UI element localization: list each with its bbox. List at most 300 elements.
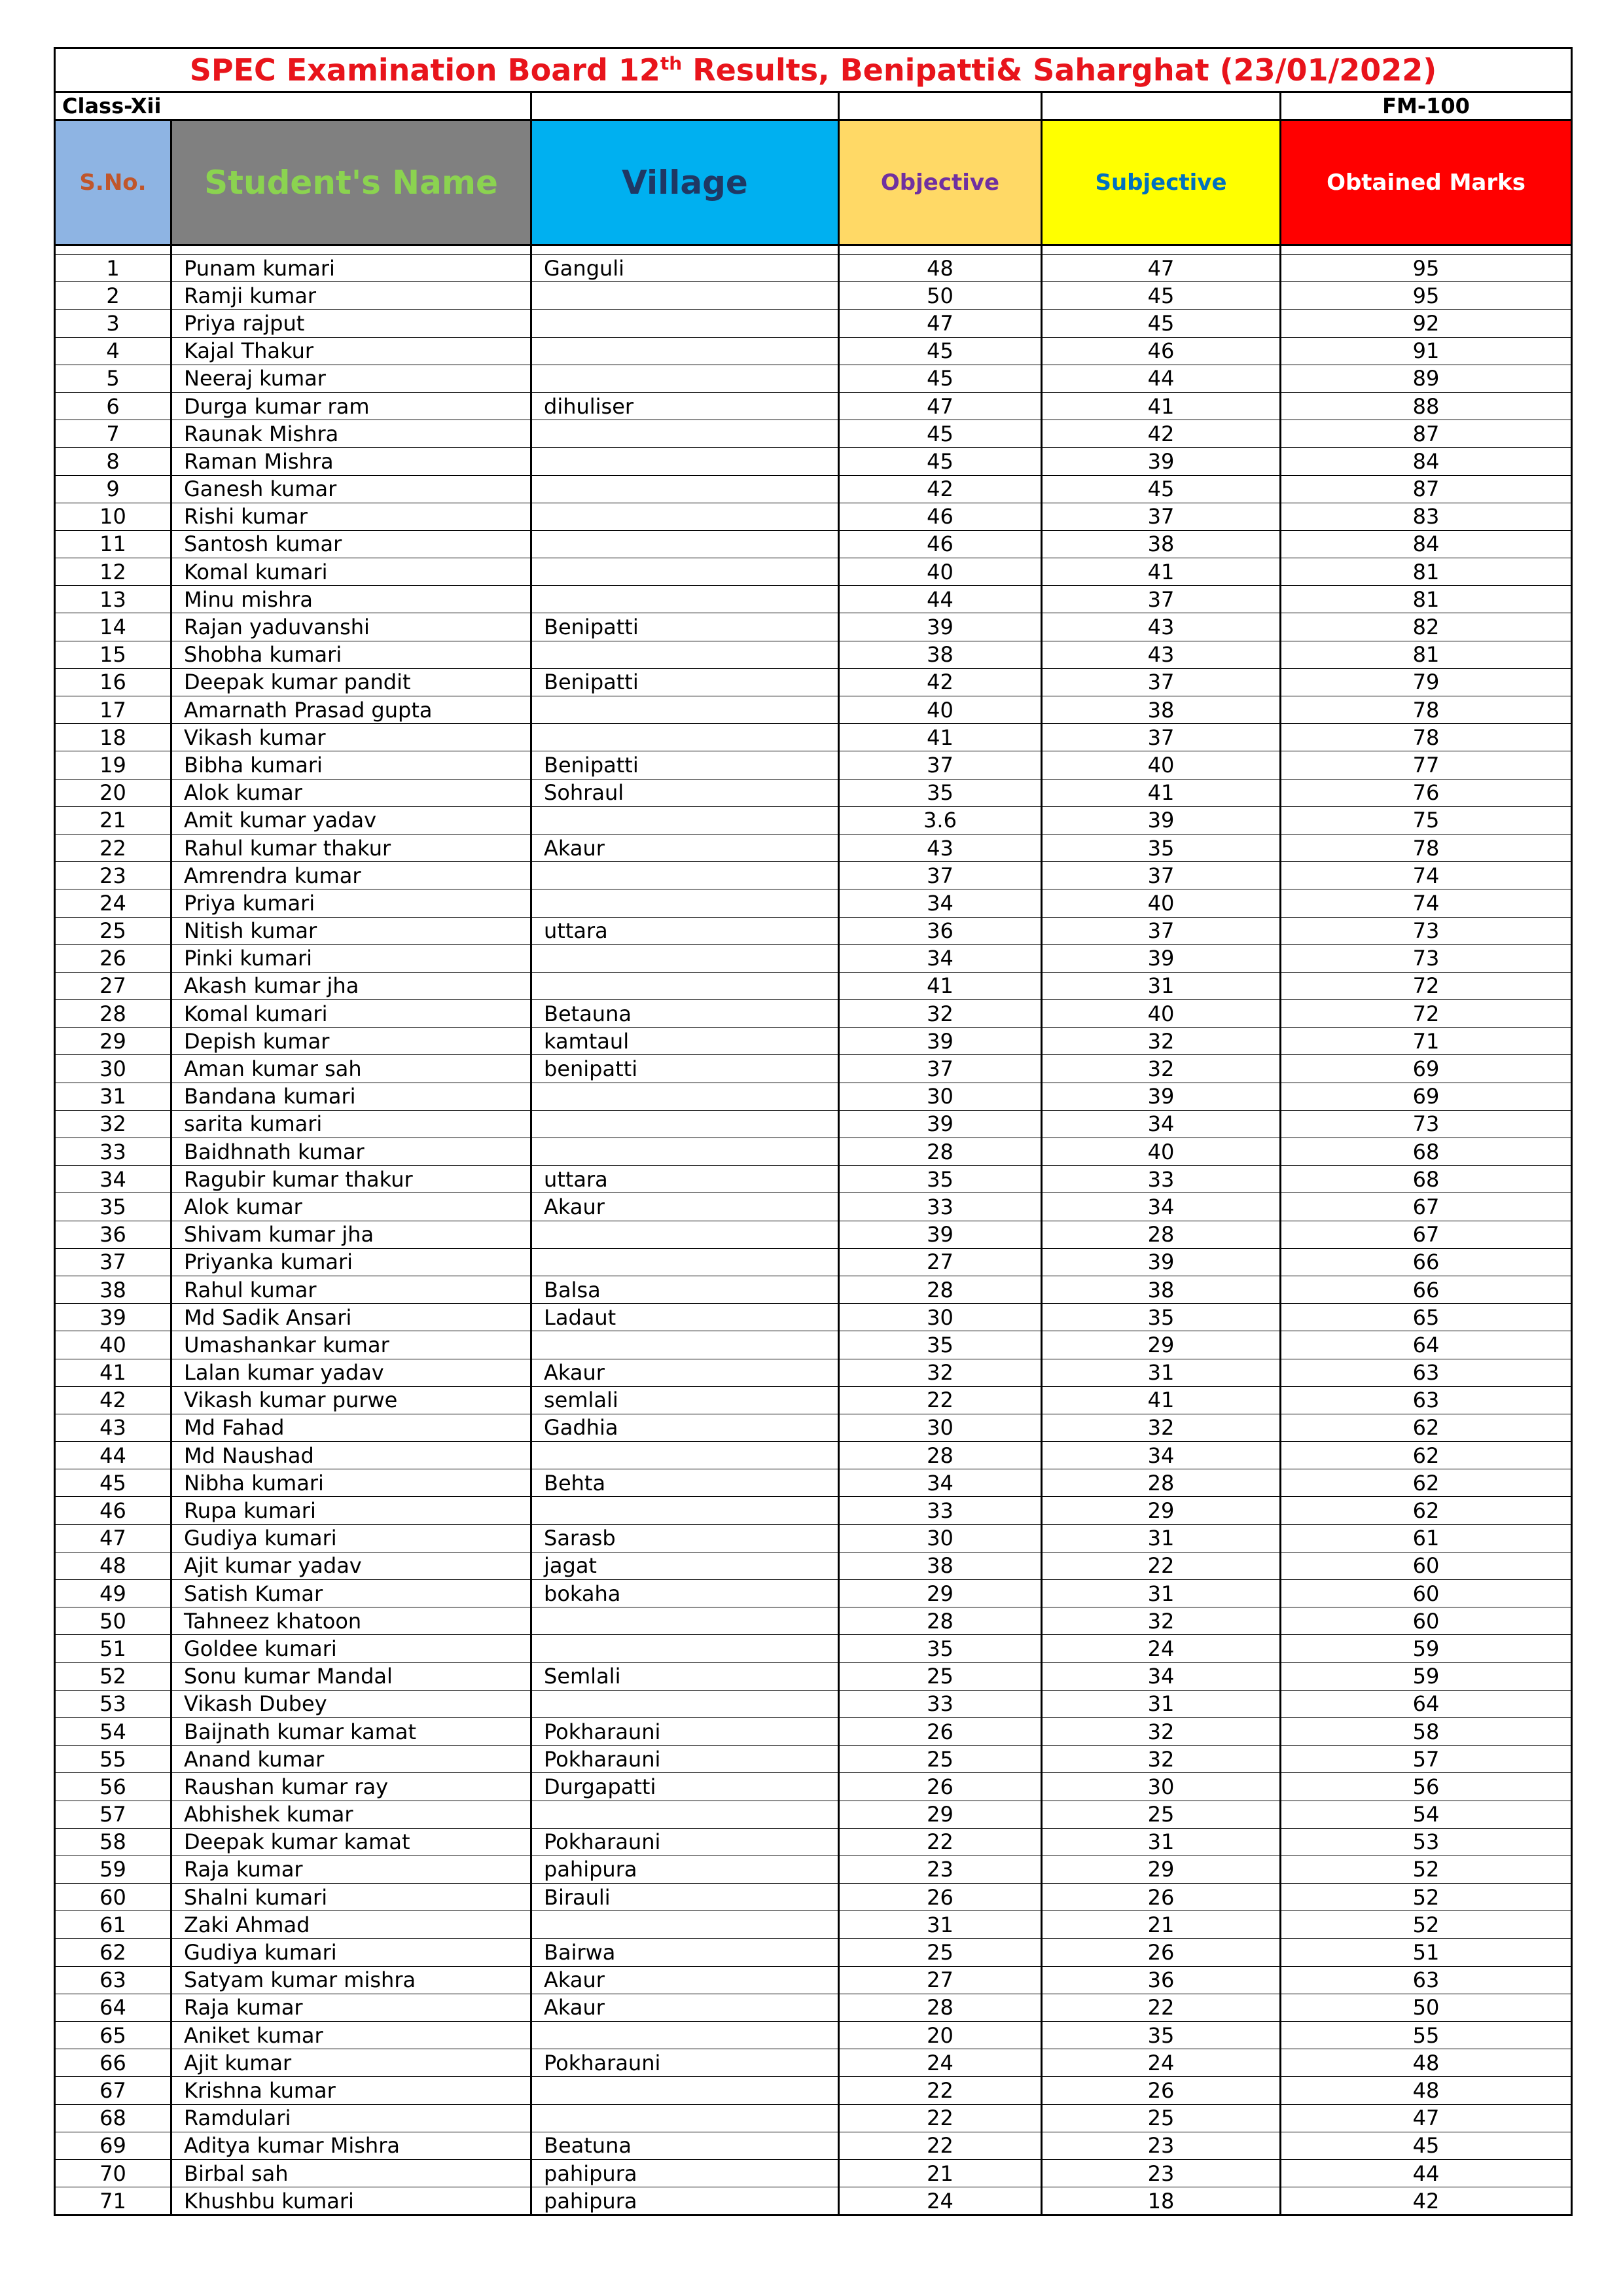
header-objective: Objective: [839, 120, 1042, 245]
student-name-cell: Krishna kumar: [171, 2077, 531, 2104]
sno-cell: 51: [55, 1635, 171, 1662]
spacer-cell: [171, 245, 531, 255]
objective-cell: 45: [839, 448, 1042, 475]
subjective-cell: 28: [1042, 1221, 1281, 1248]
subjective-cell: 39: [1042, 1083, 1281, 1110]
objective-cell: 44: [839, 586, 1042, 613]
student-name-cell: Bandana kumari: [171, 1083, 531, 1110]
table-row: [55, 1138, 1572, 1166]
obtained-marks-cell: 64: [1281, 1331, 1572, 1359]
obtained-marks-cell: 66: [1281, 1248, 1572, 1276]
obtained-marks-cell: 68: [1281, 1166, 1572, 1193]
subjective-cell: 22: [1042, 1552, 1281, 1579]
village-cell: Bairwa: [531, 1939, 839, 1966]
meta-blank-cell: [531, 92, 839, 120]
sno-cell: 54: [55, 1717, 171, 1745]
table-row: [55, 862, 1572, 889]
table-row: [55, 2022, 1572, 2049]
student-name-cell: Vikash Dubey: [171, 1690, 531, 1717]
sno-cell: 63: [55, 1966, 171, 1994]
subjective-cell: 39: [1042, 806, 1281, 834]
table-row: [55, 751, 1572, 779]
subjective-cell: 40: [1042, 751, 1281, 779]
subjective-cell: 37: [1042, 862, 1281, 889]
obtained-marks-cell: 74: [1281, 862, 1572, 889]
subjective-cell: 23: [1042, 2132, 1281, 2159]
sno-cell: 62: [55, 1939, 171, 1966]
sno-cell: 45: [55, 1469, 171, 1497]
sno-cell: 8: [55, 448, 171, 475]
village-cell: Pokharauni: [531, 1828, 839, 1856]
table-row: [55, 806, 1572, 834]
obtained-marks-cell: 48: [1281, 2049, 1572, 2077]
obtained-marks-cell: 62: [1281, 1414, 1572, 1441]
title-prefix: SPEC Examination Board 12: [189, 52, 660, 88]
subjective-cell: 34: [1042, 1110, 1281, 1138]
village-cell: [531, 1635, 839, 1662]
village-cell: [531, 1497, 839, 1524]
village-cell: [531, 2022, 839, 2049]
table-row: [55, 448, 1572, 475]
objective-cell: 35: [839, 1635, 1042, 1662]
objective-cell: 45: [839, 420, 1042, 448]
objective-cell: 21: [839, 2159, 1042, 2187]
student-name-cell: Santosh kumar: [171, 530, 531, 558]
student-name-cell: Tahneez khatoon: [171, 1607, 531, 1635]
obtained-marks-cell: 84: [1281, 530, 1572, 558]
student-name-cell: Durga kumar ram: [171, 392, 531, 420]
table-row: [55, 420, 1572, 448]
subjective-cell: 28: [1042, 1469, 1281, 1497]
subjective-cell: 32: [1042, 1717, 1281, 1745]
results-table: [54, 47, 1573, 2216]
table-row: [55, 613, 1572, 641]
header-obtained-marks: Obtained Marks: [1281, 120, 1572, 245]
obtained-marks-cell: 65: [1281, 1304, 1572, 1331]
village-cell: [531, 1690, 839, 1717]
sno-cell: 2: [55, 282, 171, 310]
village-cell: [531, 944, 839, 972]
objective-cell: 32: [839, 1000, 1042, 1028]
subjective-cell: 37: [1042, 724, 1281, 751]
obtained-marks-cell: 78: [1281, 834, 1572, 861]
table-row: [55, 1662, 1572, 1690]
subjective-cell: 22: [1042, 1994, 1281, 2021]
subjective-cell: 31: [1042, 1524, 1281, 1552]
subjective-cell: 29: [1042, 1331, 1281, 1359]
sno-cell: 13: [55, 586, 171, 613]
student-name-cell: Umashankar kumar: [171, 1331, 531, 1359]
subjective-cell: 26: [1042, 2077, 1281, 2104]
sno-cell: 1: [55, 255, 171, 282]
student-name-cell: Rahul kumar: [171, 1276, 531, 1303]
sno-cell: 41: [55, 1359, 171, 1386]
student-name-cell: Raunak Mishra: [171, 420, 531, 448]
subjective-cell: 25: [1042, 1801, 1281, 1828]
table-row: [55, 475, 1572, 503]
student-name-cell: Punam kumari: [171, 255, 531, 282]
sno-cell: 57: [55, 1801, 171, 1828]
sno-cell: 39: [55, 1304, 171, 1331]
objective-cell: 33: [839, 1497, 1042, 1524]
sno-cell: 69: [55, 2132, 171, 2159]
village-cell: Akaur: [531, 1994, 839, 2021]
objective-cell: 50: [839, 282, 1042, 310]
subjective-cell: 23: [1042, 2159, 1281, 2187]
table-row: [55, 1083, 1572, 1110]
objective-cell: 29: [839, 1801, 1042, 1828]
objective-cell: 26: [839, 1884, 1042, 1911]
obtained-marks-cell: 88: [1281, 392, 1572, 420]
obtained-marks-cell: 73: [1281, 1110, 1572, 1138]
obtained-marks-cell: 60: [1281, 1552, 1572, 1579]
subjective-cell: 36: [1042, 1966, 1281, 1994]
sno-cell: 68: [55, 2104, 171, 2132]
village-cell: [531, 337, 839, 365]
table-row: [55, 1690, 1572, 1717]
student-name-cell: Sonu kumar Mandal: [171, 1662, 531, 1690]
obtained-marks-cell: 50: [1281, 1994, 1572, 2021]
subjective-cell: 31: [1042, 972, 1281, 999]
subjective-cell: 41: [1042, 558, 1281, 586]
village-cell: [531, 365, 839, 392]
subjective-cell: 44: [1042, 365, 1281, 392]
village-cell: Semlali: [531, 1662, 839, 1690]
student-name-cell: Priya rajput: [171, 310, 531, 337]
village-cell: Benipatti: [531, 613, 839, 641]
objective-cell: 25: [839, 1746, 1042, 1773]
objective-cell: 35: [839, 779, 1042, 806]
objective-cell: 28: [839, 1994, 1042, 2021]
obtained-marks-cell: 47: [1281, 2104, 1572, 2132]
table-row: [55, 2187, 1572, 2215]
table-row: [55, 586, 1572, 613]
subjective-cell: 40: [1042, 1000, 1281, 1028]
table-row: [55, 1552, 1572, 1579]
subjective-cell: 29: [1042, 1497, 1281, 1524]
subjective-cell: 31: [1042, 1359, 1281, 1386]
subjective-cell: 37: [1042, 586, 1281, 613]
table-row: [55, 1911, 1572, 1939]
table-row: [55, 1497, 1572, 1524]
objective-cell: 25: [839, 1939, 1042, 1966]
subjective-cell: 29: [1042, 1856, 1281, 1883]
village-cell: Pokharauni: [531, 1717, 839, 1745]
village-cell: [531, 1911, 839, 1939]
student-name-cell: Nibha kumari: [171, 1469, 531, 1497]
table-row: [55, 1717, 1572, 1745]
objective-cell: 33: [839, 1690, 1042, 1717]
village-cell: [531, 862, 839, 889]
village-cell: [531, 1607, 839, 1635]
student-name-cell: Baidhnath kumar: [171, 1138, 531, 1166]
student-name-cell: Raja kumar: [171, 1994, 531, 2021]
table-row: [55, 1828, 1572, 1856]
table-row: [55, 1994, 1572, 2021]
sno-cell: 71: [55, 2187, 171, 2215]
subjective-cell: 18: [1042, 2187, 1281, 2215]
objective-cell: 36: [839, 917, 1042, 944]
student-name-cell: Kajal Thakur: [171, 337, 531, 365]
obtained-marks-cell: 82: [1281, 613, 1572, 641]
objective-cell: 46: [839, 503, 1042, 530]
table-row: [55, 1166, 1572, 1193]
subjective-cell: 47: [1042, 255, 1281, 282]
student-name-cell: Vikash kumar: [171, 724, 531, 751]
obtained-marks-cell: 77: [1281, 751, 1572, 779]
student-name-cell: Khushbu kumari: [171, 2187, 531, 2215]
subjective-cell: 32: [1042, 1414, 1281, 1441]
obtained-marks-cell: 66: [1281, 1276, 1572, 1303]
obtained-marks-cell: 76: [1281, 779, 1572, 806]
sno-cell: 21: [55, 806, 171, 834]
village-cell: Akaur: [531, 1359, 839, 1386]
village-cell: [531, 503, 839, 530]
subjective-cell: 43: [1042, 641, 1281, 668]
village-cell: bokaha: [531, 1580, 839, 1607]
sno-cell: 53: [55, 1690, 171, 1717]
village-cell: [531, 1248, 839, 1276]
obtained-marks-cell: 87: [1281, 420, 1572, 448]
table-row: [55, 834, 1572, 861]
sno-cell: 50: [55, 1607, 171, 1635]
sno-cell: 15: [55, 641, 171, 668]
objective-cell: 28: [839, 1607, 1042, 1635]
village-cell: Durgapatti: [531, 1773, 839, 1801]
obtained-marks-cell: 89: [1281, 365, 1572, 392]
student-name-cell: Gudiya kumari: [171, 1524, 531, 1552]
table-row: [55, 1607, 1572, 1635]
obtained-marks-cell: 52: [1281, 1884, 1572, 1911]
student-name-cell: Raja kumar: [171, 1856, 531, 1883]
table-row: [55, 724, 1572, 751]
objective-cell: 31: [839, 1911, 1042, 1939]
objective-cell: 26: [839, 1717, 1042, 1745]
subjective-cell: 34: [1042, 1442, 1281, 1469]
village-cell: semlali: [531, 1386, 839, 1414]
village-cell: Balsa: [531, 1276, 839, 1303]
sno-cell: 61: [55, 1911, 171, 1939]
obtained-marks-cell: 53: [1281, 1828, 1572, 1856]
table-row: [55, 1028, 1572, 1055]
sno-cell: 59: [55, 1856, 171, 1883]
table-row: [55, 255, 1572, 282]
obtained-marks-cell: 78: [1281, 724, 1572, 751]
village-cell: Sarasb: [531, 1524, 839, 1552]
obtained-marks-cell: 79: [1281, 668, 1572, 696]
subjective-cell: 35: [1042, 2022, 1281, 2049]
obtained-marks-cell: 71: [1281, 1028, 1572, 1055]
sno-cell: 14: [55, 613, 171, 641]
sno-cell: 22: [55, 834, 171, 861]
objective-cell: 32: [839, 1359, 1042, 1386]
subjective-cell: 25: [1042, 2104, 1281, 2132]
subjective-cell: 38: [1042, 1276, 1281, 1303]
sno-cell: 47: [55, 1524, 171, 1552]
objective-cell: 20: [839, 2022, 1042, 2049]
obtained-marks-cell: 84: [1281, 448, 1572, 475]
obtained-marks-cell: 63: [1281, 1359, 1572, 1386]
student-name-cell: Shalni kumari: [171, 1884, 531, 1911]
obtained-marks-cell: 42: [1281, 2187, 1572, 2215]
student-name-cell: Komal kumari: [171, 558, 531, 586]
objective-cell: 29: [839, 1580, 1042, 1607]
obtained-marks-cell: 51: [1281, 1939, 1572, 1966]
table-row: [55, 1000, 1572, 1028]
table-row: [55, 1276, 1572, 1303]
village-cell: [531, 475, 839, 503]
table-row: [55, 889, 1572, 917]
spacer-cell: [1281, 245, 1572, 255]
student-name-cell: Ramdulari: [171, 2104, 531, 2132]
table-row: [55, 2159, 1572, 2187]
student-name-cell: Nitish kumar: [171, 917, 531, 944]
student-name-cell: Bibha kumari: [171, 751, 531, 779]
sno-cell: 31: [55, 1083, 171, 1110]
sno-cell: 46: [55, 1497, 171, 1524]
student-name-cell: Priya kumari: [171, 889, 531, 917]
objective-cell: 39: [839, 1221, 1042, 1248]
subjective-cell: 32: [1042, 1028, 1281, 1055]
student-name-cell: Rishi kumar: [171, 503, 531, 530]
student-name-cell: Amrendra kumar: [171, 862, 531, 889]
student-name-cell: Anand kumar: [171, 1746, 531, 1773]
sno-cell: 25: [55, 917, 171, 944]
table-row: [55, 668, 1572, 696]
student-name-cell: Gudiya kumari: [171, 1939, 531, 1966]
results-sheet: [54, 47, 1571, 2216]
student-name-cell: Deepak kumar pandit: [171, 668, 531, 696]
obtained-marks-cell: 72: [1281, 1000, 1572, 1028]
sno-cell: 42: [55, 1386, 171, 1414]
student-name-cell: Raushan kumar ray: [171, 1773, 531, 1801]
objective-cell: 22: [839, 2104, 1042, 2132]
obtained-marks-cell: 69: [1281, 1055, 1572, 1083]
objective-cell: 30: [839, 1304, 1042, 1331]
village-cell: kamtaul: [531, 1028, 839, 1055]
obtained-marks-cell: 62: [1281, 1442, 1572, 1469]
obtained-marks-cell: 58: [1281, 1717, 1572, 1745]
student-name-cell: Neeraj kumar: [171, 365, 531, 392]
table-row: [55, 1884, 1572, 1911]
objective-cell: 37: [839, 862, 1042, 889]
sno-cell: 44: [55, 1442, 171, 1469]
objective-cell: 28: [839, 1138, 1042, 1166]
student-name-cell: Shivam kumar jha: [171, 1221, 531, 1248]
table-row: [55, 1635, 1572, 1662]
objective-cell: 30: [839, 1524, 1042, 1552]
subjective-cell: 26: [1042, 1939, 1281, 1966]
village-cell: uttara: [531, 1166, 839, 1193]
subjective-cell: 40: [1042, 889, 1281, 917]
objective-cell: 45: [839, 337, 1042, 365]
table-row: [55, 1110, 1572, 1138]
table-row: [55, 365, 1572, 392]
subjective-cell: 32: [1042, 1746, 1281, 1773]
village-cell: Behta: [531, 1469, 839, 1497]
sno-cell: 6: [55, 392, 171, 420]
subjective-cell: 32: [1042, 1055, 1281, 1083]
student-name-cell: Aman kumar sah: [171, 1055, 531, 1083]
table-row: [55, 917, 1572, 944]
obtained-marks-cell: 67: [1281, 1221, 1572, 1248]
table-row: [55, 503, 1572, 530]
sno-cell: 12: [55, 558, 171, 586]
student-name-cell: Shobha kumari: [171, 641, 531, 668]
objective-cell: 47: [839, 392, 1042, 420]
table-row: [55, 972, 1572, 999]
sno-cell: 65: [55, 2022, 171, 2049]
sno-cell: 23: [55, 862, 171, 889]
table-row: [55, 2049, 1572, 2077]
objective-cell: 28: [839, 1442, 1042, 1469]
obtained-marks-cell: 91: [1281, 337, 1572, 365]
obtained-marks-cell: 52: [1281, 1911, 1572, 1939]
sno-cell: 58: [55, 1828, 171, 1856]
village-cell: Ladaut: [531, 1304, 839, 1331]
table-row: [55, 779, 1572, 806]
obtained-marks-cell: 72: [1281, 972, 1572, 999]
obtained-marks-cell: 45: [1281, 2132, 1572, 2159]
subjective-cell: 37: [1042, 668, 1281, 696]
header-village: Village: [531, 120, 839, 245]
sno-cell: 4: [55, 337, 171, 365]
table-row: [55, 641, 1572, 668]
sno-cell: 70: [55, 2159, 171, 2187]
village-cell: Sohraul: [531, 779, 839, 806]
table-row: [55, 1442, 1572, 1469]
subjective-cell: 34: [1042, 1662, 1281, 1690]
objective-cell: 39: [839, 613, 1042, 641]
village-cell: pahipura: [531, 1856, 839, 1883]
sno-cell: 28: [55, 1000, 171, 1028]
obtained-marks-cell: 78: [1281, 696, 1572, 724]
subjective-cell: 30: [1042, 1773, 1281, 1801]
student-name-cell: Birbal sah: [171, 2159, 531, 2187]
sno-cell: 35: [55, 1193, 171, 1221]
obtained-marks-cell: 81: [1281, 586, 1572, 613]
village-cell: [531, 1801, 839, 1828]
village-cell: pahipura: [531, 2187, 839, 2215]
objective-cell: 42: [839, 475, 1042, 503]
table-row: [55, 1331, 1572, 1359]
student-name-cell: Ramji kumar: [171, 282, 531, 310]
obtained-marks-cell: 63: [1281, 1386, 1572, 1414]
objective-cell: 42: [839, 668, 1042, 696]
student-name-cell: Rajan yaduvanshi: [171, 613, 531, 641]
obtained-marks-cell: 68: [1281, 1138, 1572, 1166]
subjective-cell: 41: [1042, 1386, 1281, 1414]
obtained-marks-cell: 83: [1281, 503, 1572, 530]
sno-cell: 17: [55, 696, 171, 724]
table-row: [55, 1773, 1572, 1801]
obtained-marks-cell: 44: [1281, 2159, 1572, 2187]
table-row: [55, 1746, 1572, 1773]
student-name-cell: Priyanka kumari: [171, 1248, 531, 1276]
student-name-cell: Aniket kumar: [171, 2022, 531, 2049]
table-row: [55, 2132, 1572, 2159]
student-name-cell: Ajit kumar: [171, 2049, 531, 2077]
village-cell: dihuliser: [531, 392, 839, 420]
obtained-marks-cell: 56: [1281, 1773, 1572, 1801]
objective-cell: 34: [839, 1469, 1042, 1497]
student-name-cell: Amit kumar yadav: [171, 806, 531, 834]
header-student-name: Student's Name: [171, 120, 531, 245]
student-name-cell: Pinki kumari: [171, 944, 531, 972]
objective-cell: 41: [839, 724, 1042, 751]
subjective-cell: 46: [1042, 337, 1281, 365]
obtained-marks-cell: 95: [1281, 282, 1572, 310]
